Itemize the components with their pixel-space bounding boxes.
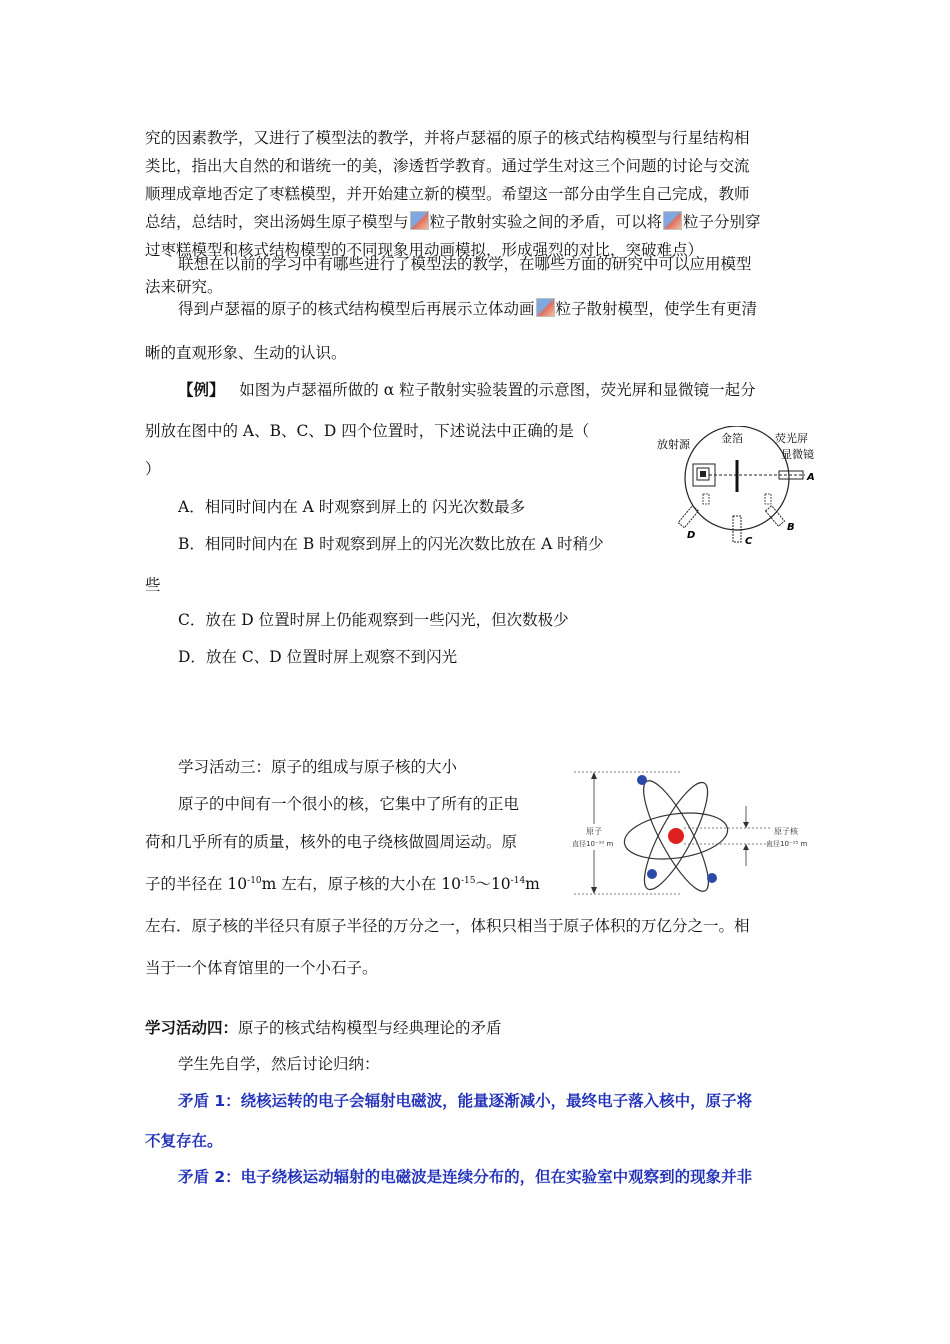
l3c: m 左右，原子核的大小在 10 [261, 875, 461, 893]
option-b: B．相同时间内在 B 时观察到屏上的闪光次数比放在 A 时稍少 [178, 535, 604, 553]
l3g: m [525, 875, 540, 893]
nucleus-label: 原子核 [774, 827, 798, 836]
atom-label: 原子 [586, 827, 602, 836]
activity4-title-bold: 学习活动四： [145, 1019, 239, 1037]
alpha-image-icon [663, 211, 682, 230]
detector-right [765, 494, 771, 504]
option-d: D．放在 C、D 位置时屏上观察不到闪光 [178, 648, 458, 666]
label-screen: 荧光屏 [775, 432, 808, 445]
alpha-image-icon [410, 211, 429, 230]
activity3-line2: 荷和几乎所有的质量，核外的电子绕核做圆周运动。原 [145, 833, 518, 851]
para1-line2: 类比，指出大自然的和谐统一的美，渗透哲学教育。通过学生对这三个问题的讨论与交流 [145, 157, 750, 175]
activity3-line1: 原子的中间有一个很小的核，它集中了所有的正电 [178, 795, 520, 813]
label-d: D [687, 530, 696, 541]
nucleus-diameter-label: 直径10⁻¹⁵ m [766, 840, 808, 848]
label-b: B [787, 522, 795, 533]
para3-line1b: 粒子散射模型，使学生有更清 [555, 300, 758, 318]
electron-2 [647, 869, 657, 879]
activity3-line4: 左右．原子核的半径只有原子半径的万分之一，体积只相当于原子体积的万亿分之一。相 [145, 917, 750, 935]
para1-line4c: 粒子分别穿 [683, 213, 761, 231]
label-c: C [745, 536, 753, 547]
electron-1 [637, 775, 647, 785]
label-a: A [807, 472, 815, 483]
l3f: -14 [510, 876, 526, 886]
alpha-image-icon [536, 298, 555, 317]
contradiction-1: 矛盾 1：绕核运转的电子会辐射电磁波，能量逐渐减小，最终电子落入核中，原子将 [178, 1092, 753, 1110]
label-source: 放射源 [657, 438, 690, 451]
detector-c [733, 516, 741, 542]
scattering-apparatus-figure [655, 426, 825, 556]
nucleus-arrowhead-bottom [743, 844, 749, 850]
activity3-title: 学习活动三：原子的组成与原子核的大小 [178, 758, 458, 776]
option-a: A．相同时间内在 A 时观察到屏上的 闪光次数最多 [178, 498, 526, 516]
source-core [700, 471, 706, 477]
para1-line5: 过枣糕模型和核式结构模型的不同现象用动画模拟，形成强烈的对比，突破难点） [145, 241, 704, 259]
para1-line4 [145, 211, 761, 233]
label-foil: 金箔 [721, 432, 743, 445]
para1-line1: 究的因素教学，又进行了模型法的教学，并将卢瑟福的原子的核式结构模型与行星结构相 [145, 129, 750, 147]
para3-line1 [178, 298, 757, 320]
activity4-title-rest: 原子的核式结构模型与经典理论的矛盾 [238, 1019, 502, 1037]
contradiction-1-cont: 不复存在。 [145, 1132, 223, 1150]
l3e: ～10 [475, 875, 511, 893]
para1-line4a: 总结，总结时，突出汤姆生原子模型与 [145, 213, 409, 231]
example-line2: 别放在图中的 A、B、C、D 四个位置时，下述说法中正确的是（ [145, 422, 590, 440]
detector-top [703, 494, 709, 504]
l3a: 子的半径在 10 [145, 875, 248, 893]
label-microscope: 显微镜 [781, 448, 814, 461]
detector-b [766, 506, 785, 526]
example-line3: ） [145, 460, 161, 478]
atom-model-figure [570, 768, 820, 900]
para2-line1: 联想在以前的学习中有哪些进行了模型法的教学，在哪些方面的研究中可以应用模型 [178, 255, 752, 273]
atom-diameter-label: 直径10⁻¹⁰ m [572, 840, 614, 848]
para3-line2: 晰的直观形象、生动的认识。 [145, 344, 347, 362]
example-tag: 【例】 [178, 381, 225, 399]
electron-3 [707, 873, 717, 883]
l3b: -10 [247, 876, 262, 886]
para2-line2: 法来研究。 [145, 278, 223, 296]
example-text: 如图为卢瑟福所做的 α 粒子散射实验装置的示意图，荧光屏和显微镜一起分 [239, 381, 756, 399]
para3-line1a: 得到卢瑟福的原子的核式结构模型后再展示立体动画 [178, 300, 535, 318]
atom-arrow-bottom [591, 887, 597, 894]
option-b-cont: 些 [145, 576, 161, 594]
nucleus-arrowhead-top [743, 822, 749, 828]
activity3-line3 [145, 873, 540, 895]
activity4-line1: 学生先自学，然后讨论归纳： [178, 1055, 380, 1073]
atom-arrow-top [591, 772, 597, 779]
option-c: C．放在 D 位置时屏上仍能观察到一些闪光，但次数极少 [178, 611, 569, 629]
activity3-line5: 当于一个体育馆里的一个小石子。 [145, 959, 378, 977]
para1-line4b: 粒子散射实验之间的矛盾，可以将 [429, 213, 663, 231]
example-line1 [178, 379, 756, 401]
contradiction-2: 矛盾 2：电子绕核运动辐射的电磁波是连续分布的，但在实验室中观察到的现象并非 [178, 1168, 753, 1186]
nucleus [668, 828, 684, 844]
para1-line3: 顺理成章地否定了枣糕模型，并开始建立新的模型。希望这一部分由学生自己完成，教师 [145, 185, 750, 203]
l3d: -15 [460, 876, 476, 886]
activity4-title [145, 1017, 502, 1039]
